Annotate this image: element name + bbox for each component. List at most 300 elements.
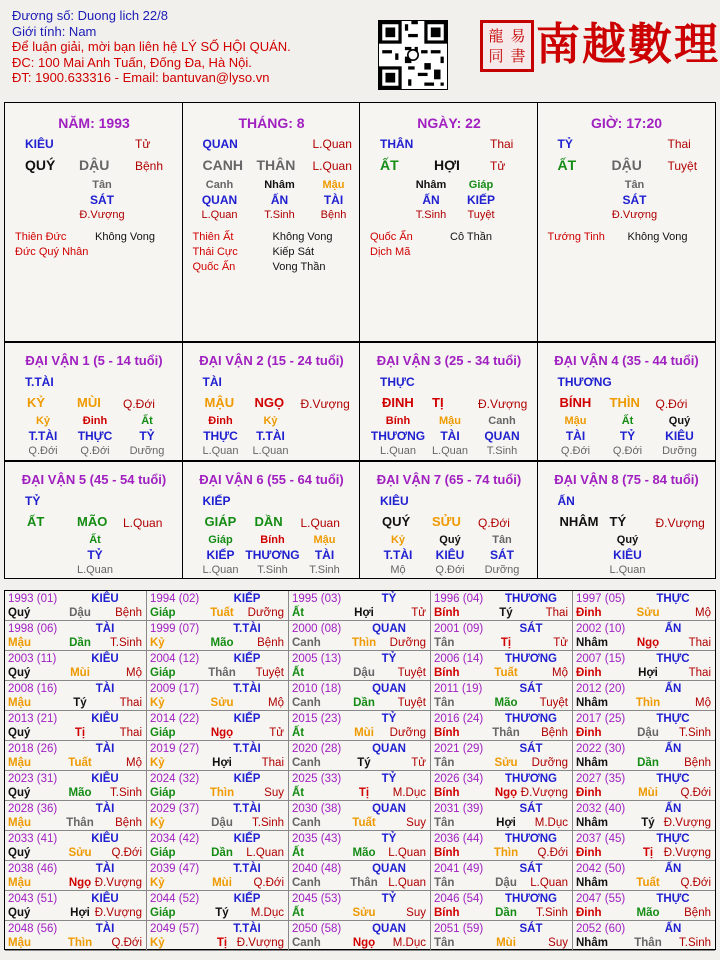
pillar-earthly-branch: DẬU bbox=[611, 157, 642, 173]
dai-van-cell bbox=[360, 462, 538, 578]
year-stem: Kỷ bbox=[150, 757, 165, 769]
hidden-star: KIÊU bbox=[665, 429, 694, 443]
year-label: 2036 (44) bbox=[434, 833, 484, 845]
hidden-state: Mộ bbox=[390, 564, 406, 576]
hidden-state: Q.Đới bbox=[80, 445, 110, 457]
year-stem: Bính bbox=[434, 907, 460, 919]
year-stem: Kỷ bbox=[150, 637, 165, 649]
pillar-branch-state: Tử bbox=[490, 159, 506, 173]
dai-van-title: ĐẠI VẬN 5 (45 - 54 tuổi) bbox=[21, 472, 167, 487]
year-cell bbox=[5, 621, 147, 651]
hidden-star: ẤN bbox=[422, 193, 440, 207]
year-state: Q.Đới bbox=[680, 787, 711, 799]
dai-van-branch: MÙI bbox=[77, 395, 101, 410]
year-stem: Mậu bbox=[8, 817, 31, 829]
year-cell bbox=[5, 591, 147, 621]
year-label: 2008 (16) bbox=[8, 683, 58, 695]
year-star: KIÊU bbox=[91, 833, 119, 845]
year-stem: Kỷ bbox=[150, 877, 165, 889]
year-star: THƯƠNG bbox=[505, 833, 557, 845]
year-stem: Đinh bbox=[576, 847, 602, 859]
year-branch: Dậu bbox=[495, 877, 517, 889]
year-state: Dưỡng bbox=[247, 607, 284, 619]
year-cell bbox=[289, 681, 431, 711]
year-state: Mộ bbox=[552, 667, 568, 679]
dai-van-star: T.TÀI bbox=[25, 375, 54, 389]
year-branch: Mão bbox=[494, 697, 518, 709]
dai-van-star: KIẾP bbox=[202, 494, 231, 508]
year-star: THƯƠNG bbox=[505, 773, 557, 785]
year-label: 1993 (01) bbox=[8, 593, 58, 605]
year-star: ẤN bbox=[664, 803, 682, 815]
year-label: 1998 (06) bbox=[8, 623, 58, 635]
year-state: Tử bbox=[553, 637, 568, 649]
year-star: THỰC bbox=[656, 833, 690, 845]
year-stem: Canh bbox=[292, 697, 321, 709]
hidden-stem: Đinh bbox=[208, 415, 233, 427]
pillar-star-state: Thai bbox=[490, 137, 514, 151]
year-branch: Dần bbox=[495, 907, 517, 919]
year-state: Đ.Vượng bbox=[663, 817, 711, 829]
hidden-state: T.Sinh bbox=[486, 445, 518, 457]
year-state: Tuyệt bbox=[397, 667, 426, 679]
year-star: T.TÀI bbox=[233, 623, 261, 635]
hidden-stem: Bính bbox=[385, 415, 411, 427]
year-star: QUAN bbox=[372, 863, 406, 875]
hidden-star: TÀI bbox=[314, 548, 335, 562]
hidden-stem: Canh bbox=[488, 415, 516, 427]
year-label: 2011 (19) bbox=[434, 683, 483, 695]
hidden-stem: Kỷ bbox=[390, 534, 406, 546]
year-branch: Thìn bbox=[493, 847, 519, 859]
year-stem: Giáp bbox=[150, 667, 176, 679]
year-stem: Bính bbox=[434, 787, 460, 799]
hidden-star: TÀI bbox=[440, 429, 460, 443]
year-branch: Hợi bbox=[496, 817, 516, 829]
year-cell bbox=[5, 921, 147, 951]
year-state: M.Dục bbox=[534, 817, 568, 829]
hidden-stem: Ất bbox=[621, 415, 634, 427]
year-branch: Tị bbox=[500, 637, 512, 649]
year-label: 1999 (07) bbox=[150, 623, 200, 635]
four-pillars-table bbox=[4, 102, 716, 342]
year-stem: Canh bbox=[292, 817, 321, 829]
year-cell bbox=[431, 591, 573, 621]
year-label: 2019 (27) bbox=[150, 743, 200, 755]
inauspicious-star: Vong Thần bbox=[272, 261, 326, 273]
year-star: T.TÀI bbox=[233, 803, 261, 815]
year-state: Tuyệt bbox=[255, 667, 284, 679]
year-cell bbox=[573, 651, 715, 681]
year-state: L.Quan bbox=[246, 847, 284, 859]
year-label: 2048 (56) bbox=[8, 923, 58, 935]
hidden-star: T.TÀI bbox=[256, 429, 285, 443]
year-cell bbox=[573, 591, 715, 621]
year-label: 2010 (18) bbox=[292, 683, 342, 695]
hidden-state: Q.Đới bbox=[435, 564, 465, 576]
auspicious-star: Thiên Đức bbox=[15, 231, 67, 243]
pillar-branch-state: Tuyệt bbox=[667, 159, 698, 173]
dai-van-stem: GIÁP bbox=[204, 514, 237, 529]
year-stem: Kỷ bbox=[150, 937, 165, 949]
inauspicious-star: Kiếp Sát bbox=[272, 246, 315, 258]
year-star: THƯƠNG bbox=[505, 653, 557, 665]
year-star: SÁT bbox=[519, 623, 543, 635]
pillar-star-state: Tử bbox=[135, 137, 151, 151]
year-cell bbox=[573, 711, 715, 741]
year-state: Suy bbox=[406, 907, 426, 919]
year-stem: Quý bbox=[8, 907, 31, 919]
year-label: 1997 (05) bbox=[576, 593, 626, 605]
year-label: 2049 (57) bbox=[150, 923, 200, 935]
year-state: Tử bbox=[411, 607, 426, 619]
year-label: 2002 (10) bbox=[576, 623, 626, 635]
year-state: Bệnh bbox=[684, 757, 711, 769]
year-star: ẤN bbox=[664, 863, 682, 875]
dai-van-branch: THÌN bbox=[609, 395, 640, 410]
hidden-state: Dưỡng bbox=[484, 564, 520, 576]
dai-van-star: TÀI bbox=[202, 375, 222, 389]
year-label: 2017 (25) bbox=[576, 713, 626, 725]
hidden-star: KIẾP bbox=[206, 548, 235, 562]
year-state: Suy bbox=[264, 787, 284, 799]
year-stem: Kỷ bbox=[150, 697, 165, 709]
year-star: KIẾP bbox=[233, 653, 261, 665]
year-star: THƯƠNG bbox=[505, 593, 557, 605]
year-branch: Thân bbox=[66, 817, 94, 829]
year-label: 2020 (28) bbox=[292, 743, 342, 755]
year-state: Q.Đới bbox=[537, 847, 568, 859]
year-label: 2050 (58) bbox=[292, 923, 342, 935]
hidden-stem: Mậu bbox=[564, 415, 587, 427]
hidden-star: THỰC bbox=[77, 429, 113, 443]
year-star: TỶ bbox=[381, 773, 397, 785]
year-branch: Thân bbox=[208, 667, 236, 679]
year-cell bbox=[147, 831, 289, 861]
pillar-star-state: L.Quan bbox=[312, 137, 352, 151]
hidden-star: QUAN bbox=[484, 429, 520, 443]
hidden-stem: Mậu bbox=[439, 415, 461, 427]
hidden-state: T.Sinh bbox=[415, 209, 447, 221]
year-star: ẤN bbox=[664, 923, 682, 935]
year-stem: Tân bbox=[434, 637, 455, 649]
year-branch: Thìn bbox=[351, 637, 377, 649]
year-state: Q.Đới bbox=[111, 937, 142, 949]
year-state: Đ.Vượng bbox=[94, 907, 142, 919]
year-state: L.Quan bbox=[388, 877, 426, 889]
year-label: 2016 (24) bbox=[434, 713, 484, 725]
year-star: QUAN bbox=[372, 683, 406, 695]
year-branch: Dần bbox=[211, 847, 233, 859]
year-stem: Mậu bbox=[8, 697, 31, 709]
year-state: L.Quan bbox=[388, 847, 426, 859]
hidden-stem: Bính bbox=[260, 534, 285, 546]
year-stem: Tân bbox=[434, 817, 455, 829]
year-stem: Canh bbox=[292, 637, 321, 649]
year-star: THƯƠNG bbox=[505, 713, 557, 725]
dai-van-state: Q.Đới bbox=[655, 397, 688, 411]
year-label: 2006 (14) bbox=[434, 653, 484, 665]
year-label: 2018 (26) bbox=[8, 743, 58, 755]
pillar-main-star: TỶ bbox=[557, 137, 573, 151]
year-stem: Đinh bbox=[576, 787, 602, 799]
year-state: T.Sinh bbox=[110, 637, 142, 649]
year-star: TỶ bbox=[381, 893, 397, 905]
hidden-state: T.Sinh bbox=[309, 564, 340, 576]
inauspicious-star: Không Vong bbox=[627, 231, 688, 243]
year-branch: Ngọ bbox=[352, 937, 376, 949]
year-branch: Ngọ bbox=[494, 787, 518, 799]
year-label: 2032 (40) bbox=[576, 803, 626, 815]
year-stem: Ất bbox=[292, 607, 305, 619]
hidden-state: L.Quan bbox=[252, 445, 289, 457]
year-star: KIÊU bbox=[91, 653, 119, 665]
year-stem: Mậu bbox=[8, 937, 31, 949]
year-stem: Nhâm bbox=[576, 877, 608, 889]
pillar-cell bbox=[538, 103, 716, 341]
year-star: SÁT bbox=[519, 803, 543, 815]
dai-van-stem: QUÝ bbox=[382, 514, 411, 529]
year-state: Tử bbox=[411, 757, 426, 769]
year-label: 2024 (32) bbox=[150, 773, 200, 785]
year-state: Tuyệt bbox=[539, 697, 568, 709]
year-stem: Quý bbox=[8, 607, 31, 619]
year-cell bbox=[431, 801, 573, 831]
year-cell bbox=[573, 771, 715, 801]
hidden-state: Q.Đới bbox=[612, 445, 643, 457]
year-branch: Sửu bbox=[494, 757, 518, 769]
pillar-main-star: KIÊU bbox=[25, 137, 54, 151]
year-label: 2014 (22) bbox=[150, 713, 200, 725]
year-stem: Quý bbox=[8, 727, 31, 739]
year-branch: Mão bbox=[210, 637, 234, 649]
year-star: ẤN bbox=[664, 683, 682, 695]
year-label: 2015 (23) bbox=[292, 713, 342, 725]
year-cell bbox=[5, 681, 147, 711]
inauspicious-star: Không Vong bbox=[272, 231, 333, 243]
hidden-stem: Nhâm bbox=[264, 179, 295, 191]
dai-van-row-1 bbox=[4, 342, 716, 461]
year-cell bbox=[431, 711, 573, 741]
hidden-state: L.Quan bbox=[76, 564, 114, 576]
person-gender: Giới tính: Nam bbox=[12, 23, 97, 39]
year-star: T.TÀI bbox=[233, 923, 261, 935]
year-stem: Nhâm bbox=[576, 817, 608, 829]
dai-van-cell bbox=[183, 462, 361, 578]
year-cell bbox=[289, 801, 431, 831]
pillar-heavenly-stem: ẤT bbox=[557, 157, 577, 173]
contact-phone-email: ĐT: 1900.633316 - Email: bantuvan@lyso.vn bbox=[12, 70, 270, 86]
hidden-state: Q.Đới bbox=[28, 445, 58, 457]
year-branch: Mùi bbox=[638, 787, 658, 799]
year-cell bbox=[431, 741, 573, 771]
year-label: 2037 (45) bbox=[576, 833, 626, 845]
dai-van-state: Q.Đới bbox=[123, 397, 155, 411]
year-state: Suy bbox=[406, 817, 426, 829]
year-branch: Mão bbox=[352, 847, 376, 859]
year-star: T.TÀI bbox=[233, 683, 261, 695]
auspicious-star: Thiên Ất bbox=[192, 231, 234, 243]
year-stem: Tân bbox=[434, 697, 455, 709]
year-label: 2030 (38) bbox=[292, 803, 342, 815]
dai-van-state: Đ.Vượng bbox=[300, 397, 350, 411]
year-branch: Tý bbox=[73, 697, 87, 709]
year-cell bbox=[5, 741, 147, 771]
dai-van-title: ĐẠI VẬN 6 (55 - 64 tuổi) bbox=[199, 472, 344, 487]
year-state: T.Sinh bbox=[679, 937, 711, 949]
year-star: ẤN bbox=[664, 743, 682, 755]
year-state: Tuyệt bbox=[397, 697, 426, 709]
inauspicious-star: Không Vong bbox=[95, 231, 155, 243]
year-label: 2028 (36) bbox=[8, 803, 58, 815]
dai-van-branch: TÝ bbox=[609, 514, 627, 529]
year-star: SÁT bbox=[519, 923, 543, 935]
year-stem: Kỷ bbox=[150, 817, 165, 829]
year-cell bbox=[573, 801, 715, 831]
year-branch: Tị bbox=[74, 727, 86, 739]
year-label: 2012 (20) bbox=[576, 683, 626, 695]
pillar-main-star: THÂN bbox=[380, 137, 414, 151]
year-label: 2031 (39) bbox=[434, 803, 484, 815]
auspicious-star: Thái Cực bbox=[192, 246, 238, 258]
year-label: 2041 (49) bbox=[434, 863, 484, 875]
year-cell bbox=[5, 711, 147, 741]
year-state: Đ.Vượng bbox=[520, 787, 568, 799]
year-branch: Ngọ bbox=[210, 727, 234, 739]
year-cell bbox=[431, 681, 573, 711]
year-state: Mộ bbox=[126, 757, 142, 769]
year-cell bbox=[289, 711, 431, 741]
year-stem: Giáp bbox=[150, 727, 176, 739]
year-stem: Giáp bbox=[150, 607, 176, 619]
year-branch: Sửu bbox=[68, 847, 92, 859]
year-stem: Đinh bbox=[576, 907, 602, 919]
year-stem: Tân bbox=[434, 937, 455, 949]
year-cell bbox=[147, 621, 289, 651]
year-cell bbox=[5, 801, 147, 831]
year-branch: Hợi bbox=[354, 607, 374, 619]
hidden-star: THƯƠNG bbox=[245, 548, 300, 562]
year-branch: Tý bbox=[641, 817, 655, 829]
red-seal-stamp: 龍 易 同 書 bbox=[480, 20, 534, 72]
year-state: Dưỡng bbox=[389, 637, 426, 649]
hidden-stem: Giáp bbox=[208, 534, 233, 546]
year-state: Thai bbox=[545, 607, 568, 619]
year-state: Thai bbox=[688, 637, 711, 649]
year-stem: Mậu bbox=[8, 637, 31, 649]
year-stem: Nhâm bbox=[576, 937, 608, 949]
year-cell bbox=[431, 771, 573, 801]
year-stem: Giáp bbox=[150, 907, 176, 919]
hidden-state: L.Quan bbox=[431, 445, 469, 457]
dai-van-stem: BÍNH bbox=[559, 395, 592, 410]
year-branch: Thìn bbox=[209, 787, 235, 799]
year-cell bbox=[289, 591, 431, 621]
year-label: 1995 (03) bbox=[292, 593, 342, 605]
year-branch: Sửu bbox=[636, 607, 660, 619]
year-cell bbox=[5, 651, 147, 681]
year-stem: Bính bbox=[434, 727, 460, 739]
year-branch: Hợi bbox=[212, 757, 232, 769]
year-branch: Hợi bbox=[638, 667, 658, 679]
year-label: 2034 (42) bbox=[150, 833, 200, 845]
dai-van-cell bbox=[5, 343, 183, 460]
hidden-star: TỶ bbox=[87, 548, 103, 562]
year-stem: Đinh bbox=[576, 727, 602, 739]
year-stem: Quý bbox=[8, 667, 31, 679]
year-state: Tử bbox=[269, 727, 284, 739]
dai-van-star: TỶ bbox=[25, 494, 41, 508]
year-star: KIẾP bbox=[233, 893, 261, 905]
year-cell bbox=[431, 621, 573, 651]
hidden-star: QUAN bbox=[201, 193, 238, 207]
year-state: Mộ bbox=[126, 667, 142, 679]
dai-van-stem: ĐINH bbox=[382, 395, 414, 410]
year-star: T.TÀI bbox=[233, 863, 261, 875]
hidden-stem: Canh bbox=[205, 179, 234, 191]
hidden-star: THƯƠNG bbox=[370, 429, 426, 443]
dai-van-row-2 bbox=[4, 461, 716, 579]
hidden-state: L.Quan bbox=[609, 564, 646, 576]
hidden-state: Q.Đới bbox=[560, 445, 591, 457]
year-branch: Thân bbox=[492, 727, 520, 739]
year-state: M.Dục bbox=[392, 937, 426, 949]
hidden-state: Dưỡng bbox=[129, 445, 165, 457]
year-branch: Dần bbox=[637, 757, 659, 769]
year-cell bbox=[289, 861, 431, 891]
hidden-star: SÁT bbox=[490, 548, 514, 562]
year-cell bbox=[5, 891, 147, 921]
pillar-title: GIỜ: 17:20 bbox=[590, 115, 663, 131]
year-star: TÀI bbox=[95, 623, 115, 635]
year-branch: Dậu bbox=[353, 667, 375, 679]
dai-van-state: Đ.Vượng bbox=[478, 397, 528, 411]
pillar-cell bbox=[360, 103, 538, 341]
hidden-stem: Ất bbox=[141, 415, 153, 427]
year-star: KIÊU bbox=[91, 773, 119, 785]
annual-luck-table bbox=[4, 590, 716, 950]
dai-van-state: L.Quan bbox=[300, 516, 340, 530]
year-stem: Canh bbox=[292, 757, 321, 769]
year-state: Bệnh bbox=[684, 907, 711, 919]
pillar-main-star: QUAN bbox=[202, 137, 238, 151]
year-state: Q.Đới bbox=[680, 877, 711, 889]
dai-van-title: ĐẠI VẬN 8 (75 - 84 tuổi) bbox=[554, 472, 699, 487]
year-label: 2021 (29) bbox=[434, 743, 484, 755]
pillar-title: NGÀY: 22 bbox=[417, 115, 481, 131]
year-stem: Ất bbox=[292, 847, 305, 859]
hidden-stem: Tân bbox=[92, 179, 112, 191]
hidden-star: ẤN bbox=[270, 193, 289, 207]
year-branch: Tý bbox=[499, 607, 513, 619]
year-cell bbox=[573, 891, 715, 921]
year-state: T.Sinh bbox=[110, 787, 142, 799]
year-stem: Quý bbox=[8, 787, 31, 799]
year-state: Bệnh bbox=[115, 817, 142, 829]
hidden-state: L.Quan bbox=[379, 445, 417, 457]
year-label: 2052 (60) bbox=[576, 923, 626, 935]
dai-van-title: ĐẠI VẬN 2 (15 - 24 tuổi) bbox=[199, 353, 344, 368]
hidden-star: SÁT bbox=[622, 193, 647, 207]
year-branch: Thìn bbox=[67, 937, 93, 949]
year-label: 2033 (41) bbox=[8, 833, 58, 845]
hidden-stem: Quý bbox=[616, 534, 639, 546]
year-stem: Giáp bbox=[150, 787, 176, 799]
person-date: Đương số: Duong lich 22/8 bbox=[12, 8, 168, 23]
year-cell bbox=[289, 651, 431, 681]
year-label: 2047 (55) bbox=[576, 893, 626, 905]
year-state: Dưỡng bbox=[531, 757, 568, 769]
